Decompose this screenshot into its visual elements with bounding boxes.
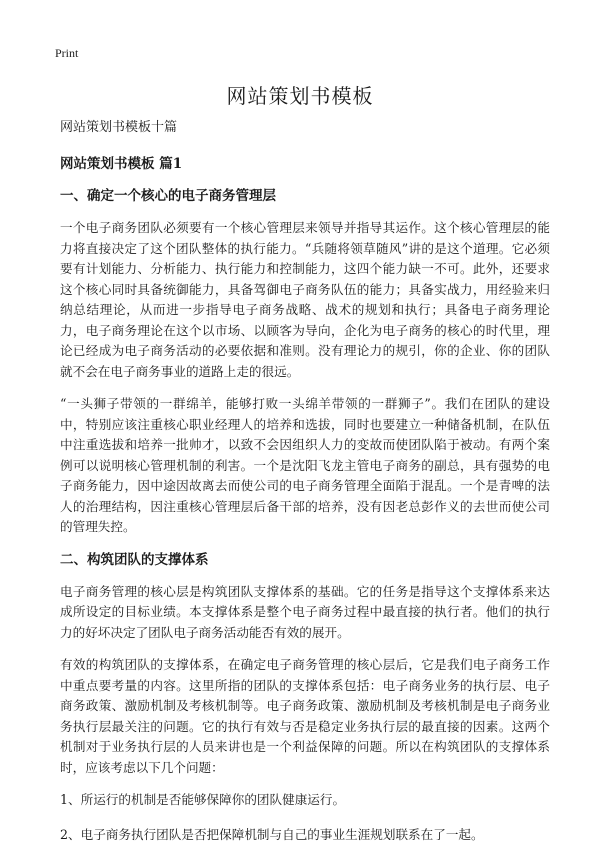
document-subtitle: 网站策划书模板十篇 [60,120,178,135]
document-title: 网站策划书模板 [226,84,374,108]
section-1-paragraph-2: “一头狮子带领的一群绵羊，能够打败一头绵羊带领的一群狮子”。我们在团队的建设中，特别应该注重核心职业经理人的培养和选拔，同时也要建立一种储备机制，在队伍中注重选拔和培养一批帅才，以致不会因组织人力的变故而使团队陷于被动。有两个案例可以说明核心管理机制的利害。一个是沈阳飞龙主管电子商务的副总，具有强势的电子商务能力，因中途因故离去而使公司的电子商务管理全面陷于混乱。一个是青啤的法人的治理结构，因注重核心管理层后备干部的培养，没有因老总彭作义的去世而使公司的管理失控。 [60,396,550,534]
document-body [60,118,550,859]
list-item-2: 2、电子商务执行团队是否把保障机制与自己的事业生涯规划联系在了一起。 [60,826,484,842]
section-2-heading: 二、构筑团队的支撑体系 [60,551,209,568]
article-heading: 网站策划书模板 篇1 [60,156,183,172]
section-1-paragraph-1: 一个电子商务团队必须要有一个核心管理层来领导并指导其运作。这个核心管理层的能力将直接决定了这个团队整体的执行能力。“兵随将领草随风”讲的是这个道理。它必须要有计划能力、分析能力、执行能力和控制能力，这四个能力缺一不可。此外，还要求这个核心同时具备统御能力，具备驾御电子商务队伍的能力；具备实战力，用经验来归纳总结理论，从而进一步指导电子商务战略、战术的规划和执行；具备电子商务理论力，电子商务理论在这个以市场、以顾客为导向，企化为电子商务的核心的时代里，理论已经成为电子商务活动的必要依据和准则。没有理论力的规引，你的企业、你的团队就不会在电子商务事业的道路上走的很远。 [60,220,550,379]
print-label: Print [55,46,79,60]
list-item-1: 1、所运行的机制是否能够保障你的团队健康运行。 [60,792,346,807]
section-1-heading: 一、确定一个核心的电子商务管理层 [60,188,276,204]
section-2-paragraph-2: 有效的构筑团队的支撑体系，在确定电子商务管理的核心层后，它是我们电子商务工作中重点要考量的内容。这里所指的团队的支撑体系包括：电子商务业务的执行层、电子商务政策、激励机制及考核机制等。电子商务政策、激励机制及考核机制是电子商务业务执行层最关注的问题。它的执行有效与否是稳定业务执行层的最直接的因素。这两个机制对于业务执行层的人员来讲也是一个利益保障的问题。所以在构筑团队的支撑体系时，应该考虑以下几个问题： [60,657,550,775]
section-2-paragraph-1: 电子商务管理的核心层是构筑团队支撑体系的基础。它的任务是指导这个支撑体系来达成所设定的目标业绩。本支撑体系是整个电子商务过程中最直接的执行者。他们的执行力的好坏决定了团队电子商务活动能否有效的展开。 [60,583,550,640]
